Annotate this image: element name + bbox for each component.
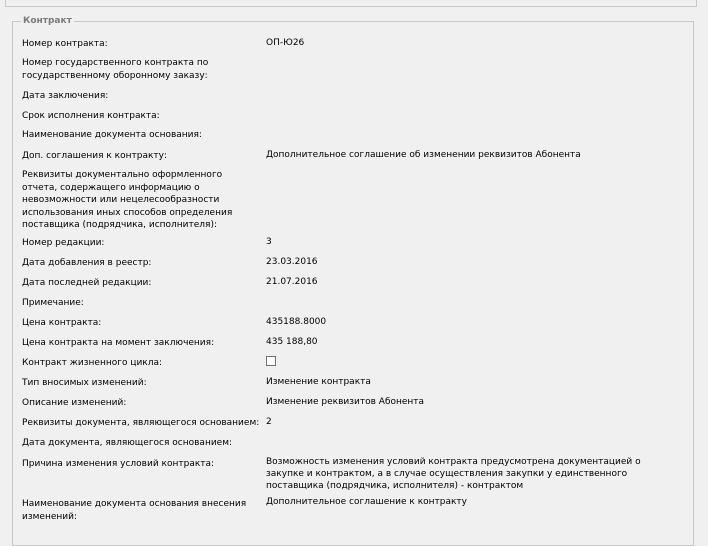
change-reason-label: Причина изменения условий контракта: xyxy=(22,459,215,469)
contract-number-label: Номер контракта: xyxy=(22,39,108,49)
change-type-label: Тип вносимых изменений: xyxy=(22,378,147,388)
change-basis-document-name-value: Дополнительное соглашение к контракту xyxy=(266,497,467,507)
change-type-value: Изменение контракта xyxy=(266,377,371,387)
last-revision-date-label: Дата последней редакции: xyxy=(22,278,152,288)
registry-added-date-value: 23.03.2016 xyxy=(266,257,318,267)
revision-number-label: Номер редакции: xyxy=(22,238,105,248)
last-revision-date-value: 21.07.2016 xyxy=(266,277,318,287)
change-reason-value: Возможность изменения условий контракта предусмотрена документацией о закупке и контрактом, а в случае осуществления закупки у единственного поставщика (подрядчика, исполнителя) - контрактом xyxy=(266,457,641,491)
basis-document-details-value: 2 xyxy=(266,417,272,427)
contract-price-label: Цена контракта: xyxy=(22,318,102,328)
execution-term-label: Срок исполнения контракта: xyxy=(22,111,160,121)
previous-panel-edge xyxy=(5,0,697,7)
conclusion-date-label: Дата заключения: xyxy=(22,91,109,101)
registry-added-date-label: Дата добавления в реестр: xyxy=(22,258,152,268)
report-details-label: Реквизиты документально оформленного отчета, содержащего информацию о невозможности или нецелесообразности использования иных способов определения поставщика (подрядчика, исполнителя): xyxy=(22,170,233,230)
state-defense-contract-number-label: Номер государственного контракта по государственному оборонному заказу: xyxy=(22,58,209,81)
basis-document-name-label: Наименование документа основания: xyxy=(22,130,202,140)
initial-contract-price-label: Цена контракта на момент заключения: xyxy=(22,338,215,348)
basis-document-date-label: Дата документа, являющегося основанием: xyxy=(22,438,233,448)
contract-number-value: ОП-Ю26 xyxy=(266,38,305,48)
section-legend: Контракт xyxy=(23,16,72,26)
change-basis-document-name-label: Наименование документа основания внесения изменений: xyxy=(22,499,247,522)
life-cycle-contract-checkbox[interactable] xyxy=(266,356,276,366)
additional-agreements-label: Доп. соглашения к контракту: xyxy=(22,151,168,161)
change-description-label: Описание изменений: xyxy=(22,398,127,408)
change-description-value: Изменение реквизитов Абонента xyxy=(266,397,425,407)
initial-contract-price-value: 435 188,80 xyxy=(266,337,318,347)
life-cycle-contract-label: Контракт жизненного цикла: xyxy=(22,358,163,368)
basis-document-details-label: Реквизиты документа, являющегося основанием: xyxy=(22,418,260,428)
revision-number-value: 3 xyxy=(266,237,272,247)
contract-price-value: 435188.8000 xyxy=(266,317,327,327)
additional-agreements-value: Дополнительное соглашение об изменении реквизитов Абонента xyxy=(266,150,581,160)
note-label: Примечание: xyxy=(22,298,84,308)
